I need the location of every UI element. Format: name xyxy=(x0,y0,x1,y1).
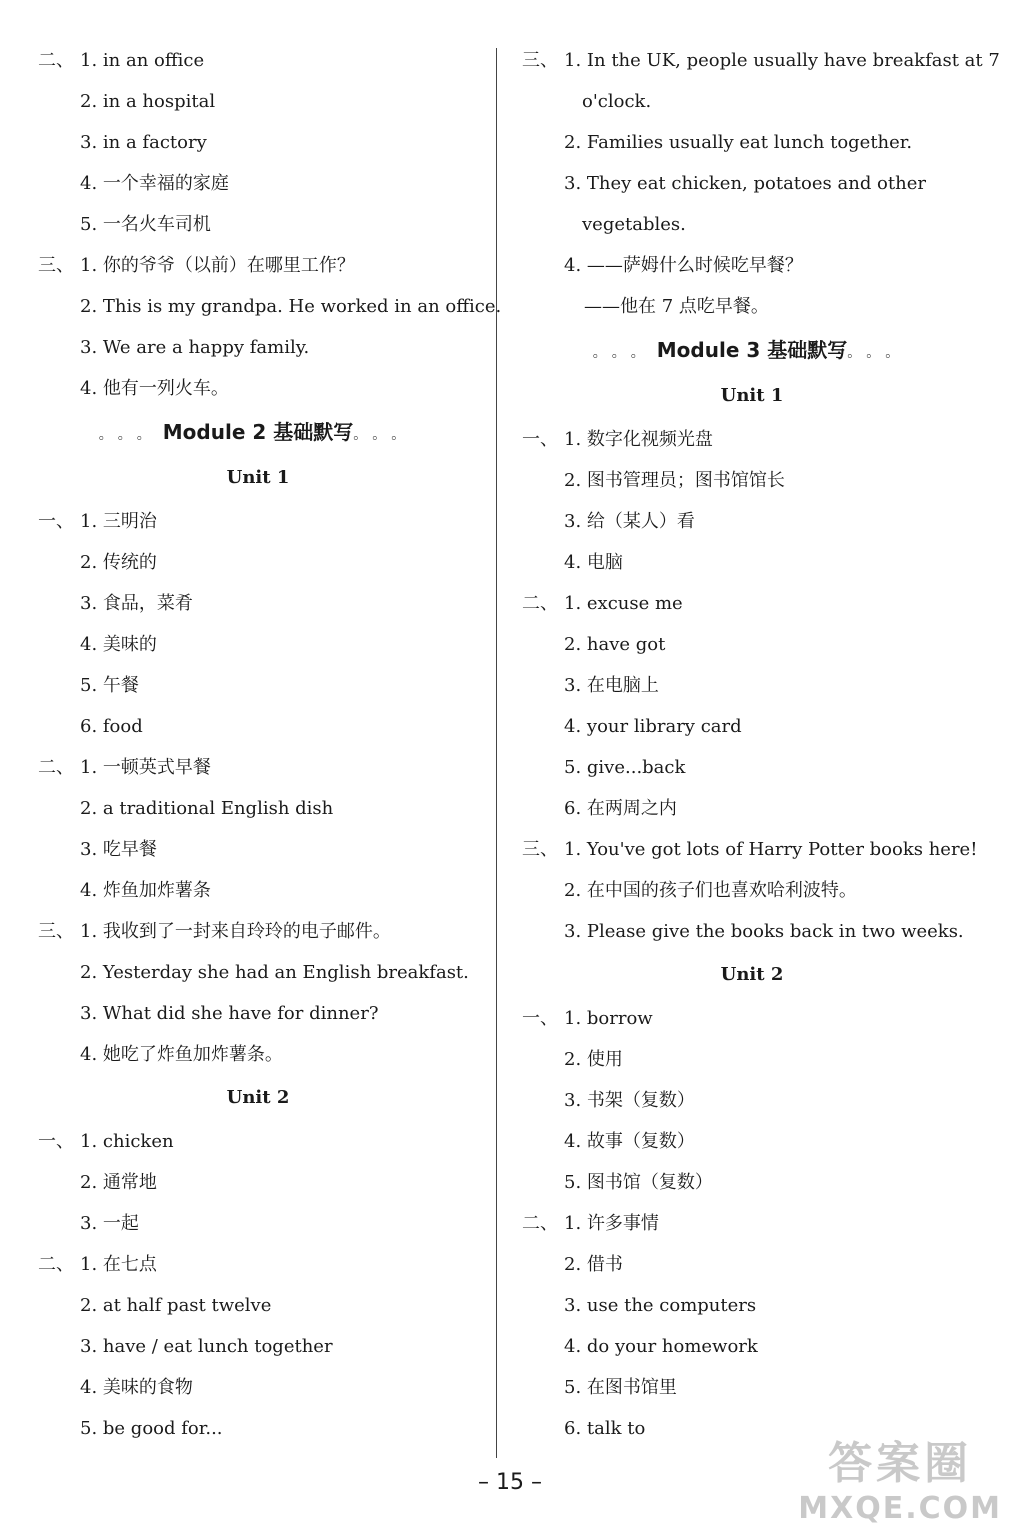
module-3-title: Module 3 基础默写 xyxy=(656,338,848,362)
list-item: 二、 1. 许多事情 xyxy=(522,1213,659,1234)
module-2-title: Module 2 基础默写 xyxy=(162,420,354,444)
list-item: 3. 吃早餐 xyxy=(80,839,157,860)
list-item: 3. They eat chicken, potatoes and other xyxy=(564,173,926,194)
list-item: 2. Yesterday she had an English breakfast. xyxy=(80,962,469,983)
list-item: 3. 在电脑上 xyxy=(564,675,659,696)
list-item: 6. talk to xyxy=(564,1418,646,1439)
list-item: 2. a traditional English dish xyxy=(80,798,334,819)
list-item: 3. in a factory xyxy=(80,132,207,153)
list-item: 4. 美味的食物 xyxy=(80,1377,193,1398)
list-item: 4. 故事（复数） xyxy=(564,1131,695,1152)
dots-decoration: 。。。 xyxy=(847,345,912,361)
watermark-text-en: MXQE.COM xyxy=(798,1491,1002,1526)
list-item: 4. 一个幸福的家庭 xyxy=(80,173,229,194)
list-item: 一、 1. 三明治 xyxy=(38,511,157,532)
unit-2-title: Unit 2 xyxy=(720,964,784,985)
list-item: 4. 美味的 xyxy=(80,634,157,655)
list-item: 二、 1. in an office xyxy=(38,50,205,71)
list-item: 三、 1. In the UK, people usually have breakfast at 7 xyxy=(522,50,1000,71)
list-item: 4. 炸鱼加炸薯条 xyxy=(80,880,211,901)
list-item: 3. What did she have for dinner? xyxy=(80,1003,379,1024)
list-item: 2. have got xyxy=(564,634,666,655)
list-item: 3. Please give the books back in two weeks. xyxy=(564,921,964,942)
list-item: 三、 1. 我收到了一封来自玲玲的电子邮件。 xyxy=(38,921,391,942)
right-column xyxy=(522,40,1000,1449)
list-item: 4. do your homework xyxy=(564,1336,758,1357)
list-item: 6. 在两周之内 xyxy=(564,798,677,819)
list-item: 2. 传统的 xyxy=(80,552,157,573)
list-item: 一、 1. borrow xyxy=(522,1008,653,1029)
list-item: 2. Families usually eat lunch together. xyxy=(564,132,913,153)
list-item: 二、 1. 一顿英式早餐 xyxy=(38,757,211,778)
unit-1-title: Unit 1 xyxy=(226,467,290,488)
list-item-continuation: vegetables. xyxy=(582,214,686,235)
list-item: 5. 在图书馆里 xyxy=(564,1377,677,1398)
list-item: 4. your library card xyxy=(564,716,742,737)
list-item: 4. ——萨姆什么时候吃早餐？ xyxy=(564,255,803,276)
list-item: 2. in a hospital xyxy=(80,91,216,112)
list-item: 2. 图书管理员；图书馆馆长 xyxy=(564,470,785,491)
list-item: 2. 通常地 xyxy=(80,1172,157,1193)
list-item: 一、 1. chicken xyxy=(38,1131,174,1152)
unit-1-title: Unit 1 xyxy=(720,385,784,406)
dots-decoration: 。。。 xyxy=(592,345,657,361)
list-item: 2. 使用 xyxy=(564,1049,623,1070)
list-item: 5. 一名火车司机 xyxy=(80,214,211,235)
list-item: 一、 1. 数字化视频光盘 xyxy=(522,429,713,450)
list-item: 5. be good for... xyxy=(80,1418,223,1439)
list-item: 三、 1. 你的爷爷（以前）在哪里工作？ xyxy=(38,255,355,276)
list-item: 3. We are a happy family. xyxy=(80,337,310,358)
dots-decoration: 。。。 xyxy=(98,427,163,443)
list-item: 5. 午餐 xyxy=(80,675,139,696)
list-item: 4. 他有一列火车。 xyxy=(80,378,229,399)
page-number: – 15 – xyxy=(478,1470,542,1495)
list-item: 二、 1. excuse me xyxy=(522,593,683,614)
list-item: 三、 1. You've got lots of Harry Potter books here! xyxy=(522,839,978,860)
list-item-continuation: o'clock. xyxy=(582,91,652,112)
list-item-continuation: ——他在 7 点吃早餐。 xyxy=(584,296,769,317)
dots-decoration: 。。。 xyxy=(353,427,418,443)
list-item: 3. 书架（复数） xyxy=(564,1090,695,1111)
list-item: 5. 图书馆（复数） xyxy=(564,1172,713,1193)
list-item: 4. 电脑 xyxy=(564,552,623,573)
module-2-heading xyxy=(38,409,478,455)
list-item: 3. use the computers xyxy=(564,1295,757,1316)
list-item: 3. 食品，菜肴 xyxy=(80,593,193,614)
list-item: 6. food xyxy=(80,716,143,737)
watermark-logo xyxy=(798,1427,1002,1526)
module-3-heading xyxy=(522,327,982,373)
list-item: 2. This is my grandpa. He worked in an office. xyxy=(80,296,502,317)
list-item: 二、 1. 在七点 xyxy=(38,1254,157,1275)
list-item: 2. at half past twelve xyxy=(80,1295,272,1316)
unit-2-title: Unit 2 xyxy=(226,1087,290,1108)
list-item: 2. 借书 xyxy=(564,1254,623,1275)
list-item: 3. 给（某人）看 xyxy=(564,511,695,532)
list-item: 3. 一起 xyxy=(80,1213,139,1234)
left-column xyxy=(38,40,502,1449)
list-item: 5. give...back xyxy=(564,757,686,778)
list-item: 4. 她吃了炸鱼加炸薯条。 xyxy=(80,1044,283,1065)
list-item: 2. 在中国的孩子们也喜欢哈利波特。 xyxy=(564,880,857,901)
watermark-text-cn: 答案圈 xyxy=(828,1438,973,1489)
list-item: 3. have / eat lunch together xyxy=(80,1336,333,1357)
column-divider xyxy=(496,48,497,1458)
